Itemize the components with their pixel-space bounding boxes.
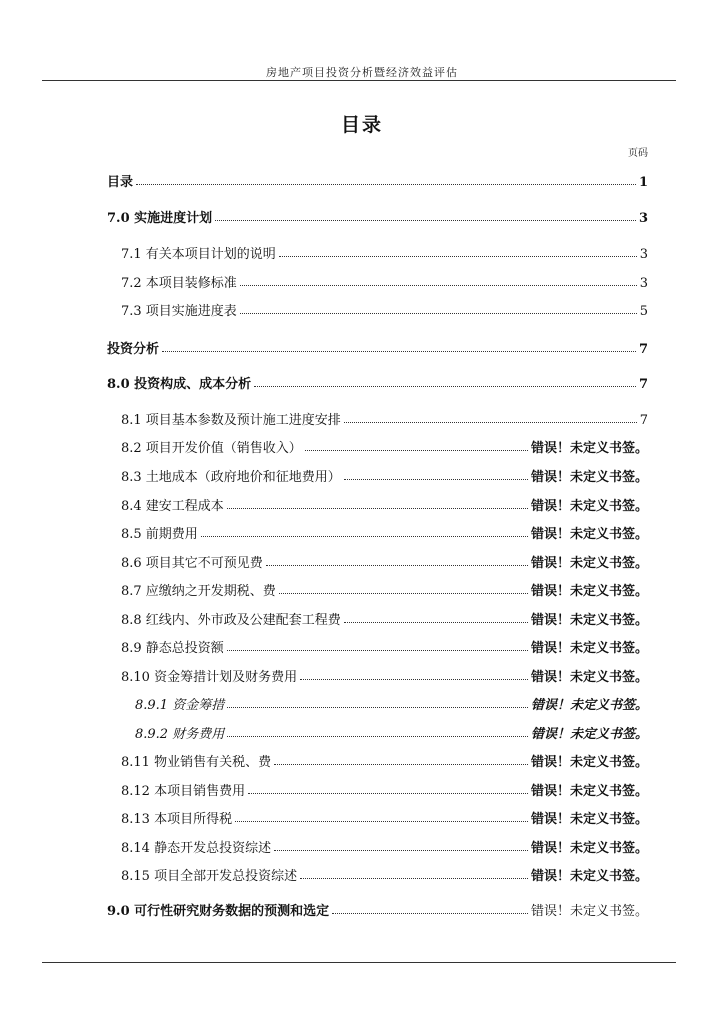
toc-entry[interactable] — [121, 604, 648, 628]
dot-leader — [248, 793, 528, 794]
dot-leader — [305, 450, 528, 451]
toc-page-error: 错误！未定义书签。 — [530, 441, 648, 456]
dot-leader — [201, 536, 528, 537]
dot-leader — [300, 679, 528, 680]
toc-page-error: 错误！未定义书签。 — [530, 641, 648, 656]
toc-entry-label: 8.8 红线内、外市政及公建配套工程费 — [121, 613, 341, 628]
dot-leader — [300, 878, 528, 879]
page-column-label: 页码 — [628, 148, 648, 159]
toc-entry-label: 8.14 静态开发总投资综述 — [121, 841, 272, 856]
header-rule — [42, 80, 676, 81]
dot-leader — [227, 650, 528, 651]
toc-entry[interactable] — [121, 295, 648, 319]
toc-entry-label: 7.0 实施进度计划 — [107, 211, 213, 226]
toc-entry-label: 8.9.2 财务费用 — [135, 727, 225, 742]
toc-entry[interactable] — [121, 518, 648, 542]
toc-page-number: 7 — [639, 413, 648, 428]
dot-leader — [162, 351, 636, 352]
toc-entry-label: 9.0 可行性研究财务数据的预测和选定 — [107, 904, 330, 919]
toc-entry-label: 8.9 静态总投资额 — [121, 641, 224, 656]
dot-leader — [266, 565, 528, 566]
toc-entry-label: 8.3 土地成本（政府地价和征地费用） — [121, 470, 341, 485]
toc-page-error: 错误！未定义书签。 — [530, 499, 648, 514]
toc-entry-label: 投资分析 — [107, 342, 160, 357]
toc-entry-label: 8.7 应缴纳之开发期税、费 — [121, 584, 276, 599]
dot-leader — [279, 256, 637, 257]
toc-entry[interactable] — [121, 832, 648, 856]
toc-page-error: 错误！未定义书签。 — [530, 527, 648, 542]
toc-entry[interactable] — [107, 333, 648, 357]
toc-entry[interactable] — [121, 803, 648, 827]
toc-page-error: 错误！未定义书签。 — [530, 613, 648, 628]
toc-page-error: 错误！未定义书签。 — [530, 556, 648, 571]
dot-leader — [215, 220, 636, 221]
toc-entry[interactable] — [107, 202, 648, 226]
toc-page-error: 错误！未定义书签。 — [530, 670, 648, 685]
toc-page-error: 错误！未定义书签。 — [530, 698, 648, 713]
dot-leader — [344, 479, 528, 480]
toc-entry[interactable] — [121, 775, 648, 799]
dot-leader — [227, 508, 528, 509]
toc-page-number: 7 — [638, 342, 648, 357]
toc-entry-label: 7.2 本项目装修标准 — [121, 276, 237, 291]
toc-page-number: 7 — [638, 377, 648, 392]
toc-entry-label: 8.2 项目开发价值（销售收入） — [121, 441, 302, 456]
toc-entry[interactable] — [121, 461, 648, 485]
toc-page-error: 错误！未定义书签。 — [530, 584, 648, 599]
toc-page-error: 错误！未定义书签。 — [530, 784, 648, 799]
toc-entry-label: 8.4 建安工程成本 — [121, 499, 224, 514]
toc-page-number: 3 — [638, 211, 648, 226]
dot-leader — [274, 764, 528, 765]
toc-entry[interactable] — [121, 404, 648, 428]
dot-leader — [332, 913, 528, 914]
toc-page-error: 错误！未定义书签。 — [530, 727, 648, 742]
dot-leader — [274, 850, 528, 851]
toc-page-number: 3 — [639, 276, 648, 291]
toc-page-number: 3 — [639, 247, 648, 262]
toc-page-error: 错误！未定义书签。 — [530, 841, 648, 856]
toc-entry-label: 8.5 前期费用 — [121, 527, 198, 542]
dot-leader — [227, 707, 528, 708]
toc-entry[interactable] — [121, 860, 648, 884]
dot-leader — [136, 184, 636, 185]
dot-leader — [344, 422, 637, 423]
page-title: 目录 — [340, 114, 383, 136]
toc-entry[interactable] — [121, 547, 648, 571]
toc-entry[interactable] — [121, 661, 648, 685]
toc-entry-label: 8.0 投资构成、成本分析 — [107, 377, 252, 392]
toc-page-error: 错误！未定义书签。 — [530, 470, 648, 485]
dot-leader — [240, 285, 637, 286]
toc-entry-label: 8.15 项目全部开发总投资综述 — [121, 869, 298, 884]
toc-entry[interactable] — [121, 267, 648, 291]
footer-rule — [42, 962, 676, 963]
toc-entry-label: 8.1 项目基本参数及预计施工进度安排 — [121, 413, 341, 428]
toc-entry[interactable] — [135, 689, 648, 713]
toc-entry-label: 8.10 资金筹措计划及财务费用 — [121, 670, 298, 685]
dot-leader — [344, 622, 528, 623]
running-header: 房地产项目投资分析暨经济效益评估 — [266, 66, 458, 79]
toc-entry-label: 7.1 有关本项目计划的说明 — [121, 247, 276, 262]
toc-entry[interactable] — [107, 895, 648, 919]
toc-page-error: 错误！未定义书签。 — [530, 812, 648, 827]
toc-entry[interactable] — [135, 718, 648, 742]
toc-entry-label: 目录 — [107, 175, 134, 190]
dot-leader — [240, 313, 637, 314]
toc-entry-label: 7.3 项目实施进度表 — [121, 304, 237, 319]
toc-entry-label: 8.11 物业销售有关税、费 — [121, 755, 272, 770]
toc-page-error: 错误！未定义书签。 — [530, 869, 648, 884]
toc-page-number: 1 — [638, 175, 648, 190]
toc-entry[interactable] — [107, 166, 648, 190]
toc-entry-label: 8.6 项目其它不可预见费 — [121, 556, 263, 571]
toc-page-error: 错误！未定义书签。 — [530, 755, 648, 770]
dot-leader — [279, 593, 528, 594]
toc-entry[interactable] — [121, 490, 648, 514]
toc-entry[interactable] — [107, 368, 648, 392]
toc-entry[interactable] — [121, 632, 648, 656]
toc-entry[interactable] — [121, 432, 648, 456]
toc-page-error: 错误！未定义书签。 — [530, 904, 648, 919]
toc-entry-label: 8.9.1 资金筹措 — [135, 698, 225, 713]
toc-entry[interactable] — [121, 575, 648, 599]
toc-entry[interactable] — [121, 746, 648, 770]
dot-leader — [227, 736, 528, 737]
toc-entry-label: 8.13 本项目所得税 — [121, 812, 233, 827]
dot-leader — [235, 821, 528, 822]
dot-leader — [254, 386, 636, 387]
toc-page-number: 5 — [639, 304, 648, 319]
toc-entry-label: 8.12 本项目销售费用 — [121, 784, 246, 799]
toc-entry[interactable] — [121, 238, 648, 262]
